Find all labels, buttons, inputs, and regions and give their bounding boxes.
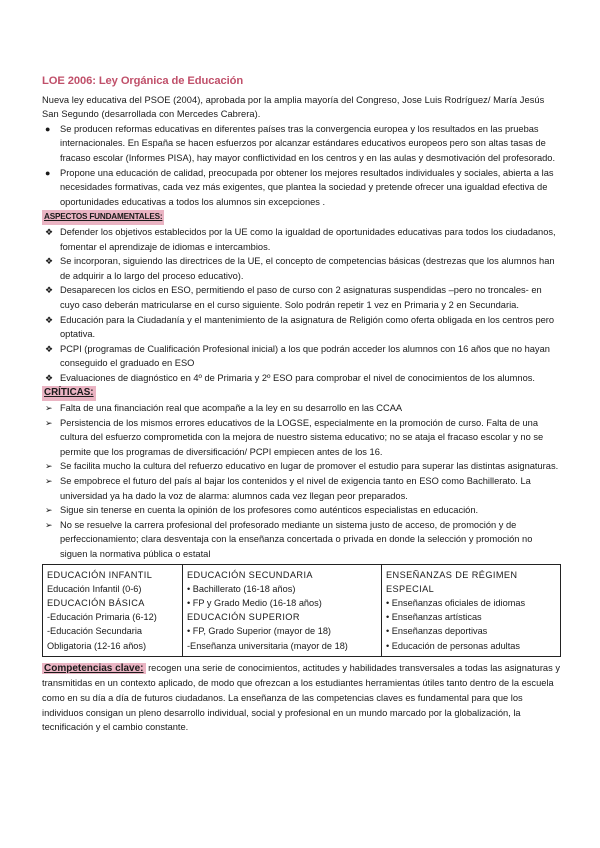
arrow-bullet-icon: ➢ — [45, 519, 53, 530]
list-item: ➢ Se facilita mucho la cultura del refuerzo educativo en lugar de promover el estudio para superar las distintas asignaturas. — [42, 459, 560, 474]
arrow-bullet-icon: ➢ — [45, 476, 53, 487]
aspectos-list — [42, 225, 560, 386]
arrow-bullet-icon: ➢ — [45, 403, 53, 414]
list-item: ❖ Educación para la Ciudadanía y el mantenimiento de la asignatura de Religión como oferta obligada en los centros pero optativa. — [45, 314, 555, 340]
list-item: ❖ Se incorporan, siguiendo las directrices de la UE, el concepto de competencias básicas (destrezas que los alumnos han de adquirir a lo largo del proceso educativo). — [45, 256, 555, 281]
diamond-bullet-icon: ❖ — [45, 314, 54, 325]
document-title: LOE 2006: Ley Orgánica de Educación — [42, 75, 244, 87]
list-item: ● Propone una educación de calidad, preocupada por obtener los mejores resultados individuales y sociales, abierta a las necesidades formativas, cada vez más exigentes, que plantea la sociedad y pretende ofrecer una igualdad efectiva de oportunidades educativas a todos los alumnos sin excepciones . — [45, 167, 554, 207]
arrow-bullet-icon: ➢ — [45, 417, 53, 428]
list-item: ➢ No se resuelve la carrera profesional del profesorado mediante un sistema justo de acceso, de promoción y de perfeccionamiento; clara desventaja con la enseñanza concertada o privada en donde la selección y promoción no siguen la normativa pública o estatal — [45, 519, 533, 559]
diamond-bullet-icon: ❖ — [45, 343, 54, 354]
criticas-heading: CRÍTICAS: — [42, 386, 96, 401]
table-cell-secundaria-superior: EDUCACIÓN SECUNDARIA • Bachillerato (16-18 años) • FP y Grado Medio (16-18 años) EDUCACIÓN SUPERIOR • FP, Grado Superior (mayor de 18) -Enseñanza universitaria (mayor de 18) — [183, 564, 382, 656]
list-item: ● Se producen reformas educativas en diferentes países tras la convergencia europea y los resultados en las pruebas internacionales. En España se hacen esfuerzos por alcanzar estándares educativos europeos pero son altas tasas de fracaso escolar (Informes PISA), hay mayor conflictividad en los centros y en las aulas y desmotivación del profesorado. — [45, 123, 556, 163]
list-item: ❖ PCPI (programas de Cualificación Profesional inicial) a los que podrán acceder los alumnos con 16 años que no hayan conseguido el graduado en ESO — [45, 343, 550, 369]
list-item: ➢ Se empobrece el futuro del país al bajar los contenidos y el nivel de exigencia tanto en ESO como Bachillerato. La universidad ya ha dado la voz de alarma: alumnos cada vez llegan peor preparados. — [45, 476, 531, 501]
arrow-bullet-icon: ➢ — [45, 461, 53, 472]
list-item: ➢ Falta de una financiación real que acompañe a la ley en su desarrollo en las CCAA — [42, 401, 560, 416]
list-item: ➢ Sigue sin tenerse en cuenta la opinión de los profesores como auténticos especialistas en educación. — [42, 503, 560, 518]
bullet-icon: ● — [45, 123, 51, 134]
list-item: ❖ Defender los objetivos establecidos por la UE como la igualdad de oportunidades educativas para todos los ciudadanos, fomentar el aprendizaje de idiomas e intercambios. — [45, 226, 556, 252]
criticas-list — [42, 401, 560, 562]
table-row — [43, 564, 561, 656]
table-cell-regimen-especial: ENSEÑANZAS DE RÉGIMEN ESPECIAL • Enseñanzas oficiales de idiomas • Enseñanzas artísticas • Enseñanzas deportivas • Educación de personas adultas — [382, 564, 561, 656]
table-cell-infantil-basica: EDUCACIÓN INFANTIL Educación Infantil (0-6) EDUCACIÓN BÁSICA -Educación Primaria (6-12) -Educación Secundaria Obligatoria (12-16 años) — [43, 564, 183, 656]
intro-bullet-list — [42, 122, 560, 210]
education-levels-table — [42, 564, 561, 657]
aspectos-heading: ASPECTOS FUNDAMENTALES: — [42, 210, 164, 225]
list-item: ➢ Persistencia de los mismos errores educativos de la LOGSE, especialmente en la promoción de curso. Falta de una cultura del esfuerzo comprometida con la mejora de nuestro sistema educativo; no se ataja el fracaso escolar y no se permite que los programas de diversificación/ PCPI empiecen antes de los 16. — [45, 417, 544, 457]
competencias-label: Competencias clave: — [44, 662, 144, 674]
arrow-bullet-icon: ➢ — [45, 505, 53, 516]
diamond-bullet-icon: ❖ — [45, 226, 54, 237]
competencias-paragraph — [42, 661, 560, 735]
document-page — [42, 74, 560, 735]
competencias-text: recogen una serie de conocimientos, actitudes y habilidades transversales a todas las asignaturas y transmitidas en un contexto aplicado, de modo que ofrezcan a los estudiantes herramientas útiles tanto dentro de la escuela como en su día a día de futuros ciudadanos. La enseñanza de las competencias claves es fundamental para que los individuos consigan un pleno desarrollo individual, social y profesional en un mundo marcado por la globalización, la tecnificación y el cambio constante. — [42, 662, 560, 733]
bullet-icon: ● — [45, 167, 51, 178]
intro-paragraph: Nueva ley educativa del PSOE (2004), aprobada por la amplia mayoría del Congreso, Jose Luis Rodríguez/ María Jesús San Segundo (desarrollada con Mercedes Cabrera). — [42, 94, 545, 120]
diamond-bullet-icon: ❖ — [45, 372, 54, 383]
diamond-bullet-icon: ❖ — [45, 256, 54, 267]
list-item: ❖ Desaparecen los ciclos en ESO, permitiendo el paso de curso con 2 asignaturas suspendidas –pero no troncales- en cuyo caso deberán matricularse en el curso siguiente. Solo podrán repetir 1 vez en Primaria y 2 en Secundaria. — [45, 285, 542, 310]
list-item: ❖ Evaluaciones de diagnóstico en 4º de Primaria y 2º ESO para comprobar el nivel de conocimientos de los alumnos. — [42, 371, 560, 386]
diamond-bullet-icon: ❖ — [45, 285, 54, 296]
